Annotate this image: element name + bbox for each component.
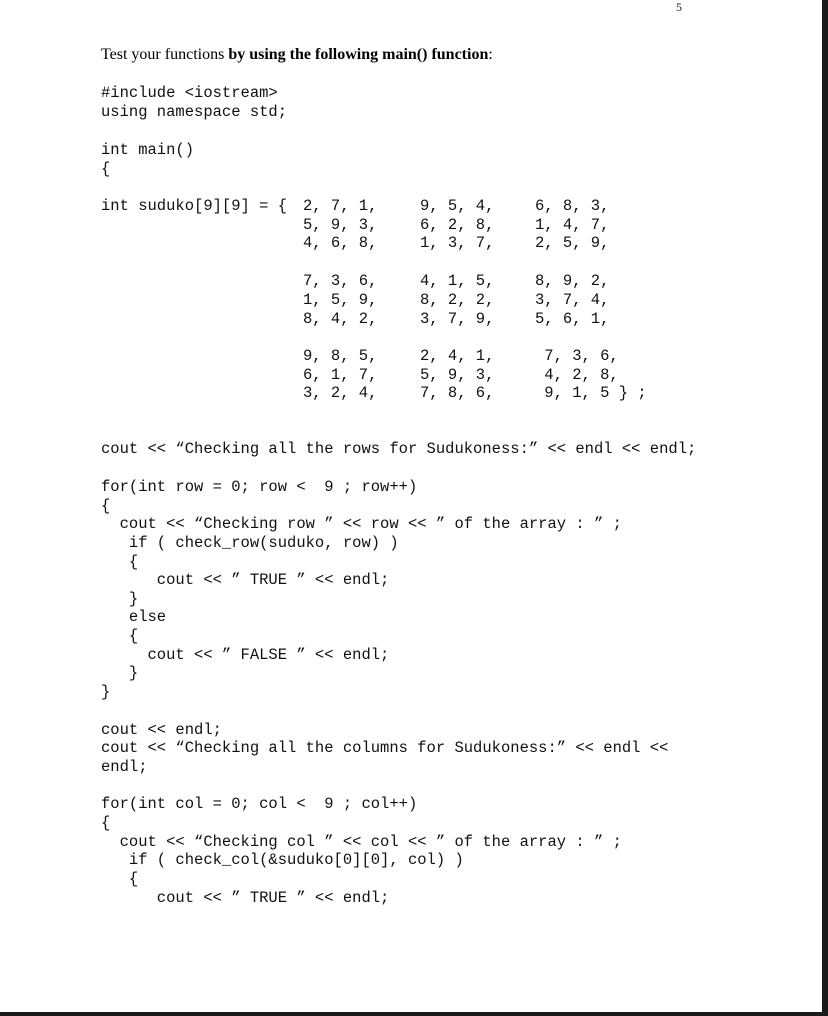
grid-cell: 1, 4, 7, <box>535 216 610 234</box>
grid-cell: 7, 8, 6, <box>420 384 495 402</box>
code-rows-heading: cout << “Checking all the rows for Sudukoness:” << endl << endl; <box>101 440 697 458</box>
code-array-decl: int suduko[9][9] = { <box>101 197 288 215</box>
code-line: cout << “Checking col ” << col << ” of the array : ” ; <box>101 833 622 851</box>
code-main: int main() <box>101 141 195 159</box>
grid-cell: 7, 3, 6, <box>535 347 619 365</box>
grid-cell: 4, 1, 5, <box>420 272 495 290</box>
intro-suffix: : <box>488 46 493 63</box>
code-line: { <box>101 870 139 888</box>
code-line: if ( check_col(&suduko[0][0], col) ) <box>101 851 464 869</box>
code-line: { <box>101 497 111 515</box>
grid-cell: 5, 9, 3, <box>420 366 495 384</box>
grid-cell: 7, 3, 6, <box>303 272 378 290</box>
grid-cell: 2, 4, 1, <box>420 347 495 365</box>
intro-sentence <box>101 46 493 64</box>
code-line: cout << “Checking row ” << row << ” of the array : ” ; <box>101 515 622 533</box>
grid-cell: 1, 3, 7, <box>420 234 495 252</box>
code-endl-2: endl; <box>101 758 148 776</box>
code-include: #include <iostream> <box>101 84 278 102</box>
grid-cell: 6, 8, 3, <box>535 197 610 215</box>
code-cols-heading: cout << “Checking all the columns for Sudukoness:” << endl << <box>101 739 669 757</box>
grid-cell: 8, 9, 2, <box>535 272 610 290</box>
code-line: { <box>101 553 139 571</box>
grid-cell: 5, 9, 3, <box>303 216 378 234</box>
code-line: else <box>101 608 167 626</box>
grid-cell: 4, 2, 8, <box>535 366 619 384</box>
grid-cell: 8, 2, 2, <box>420 291 495 309</box>
code-endl: cout << endl; <box>101 721 222 739</box>
code-line: if ( check_row(suduko, row) ) <box>101 534 399 552</box>
code-line: cout << ” TRUE ” << endl; <box>101 889 390 907</box>
grid-cell: 5, 6, 1, <box>535 310 610 328</box>
code-for-col: for(int col = 0; col < 9 ; col++) <box>101 795 418 813</box>
grid-cell: 8, 4, 2, <box>303 310 378 328</box>
grid-cell: 3, 7, 9, <box>420 310 495 328</box>
grid-cell: 9, 5, 4, <box>420 197 495 215</box>
code-close-brace: } <box>101 683 111 701</box>
page-number: 5 <box>676 0 682 14</box>
grid-cell: 6, 2, 8, <box>420 216 495 234</box>
intro-prefix: Test your functions <box>101 46 229 63</box>
grid-cell: 4, 6, 8, <box>303 234 378 252</box>
grid-cell: 3, 7, 4, <box>535 291 610 309</box>
grid-cell: 9, 8, 5, <box>303 347 378 365</box>
code-open-brace: { <box>101 160 111 178</box>
code-line: } <box>101 664 139 682</box>
grid-cell: 1, 5, 9, <box>303 291 378 309</box>
grid-cell: 3, 2, 4, <box>303 384 378 402</box>
code-line: cout << ” TRUE ” << endl; <box>101 571 390 589</box>
grid-cell: 2, 5, 9, <box>535 234 610 252</box>
code-line: cout << ” FALSE ” << endl; <box>101 646 390 664</box>
code-line: } <box>101 590 139 608</box>
code-for-row: for(int row = 0; row < 9 ; row++) <box>101 478 418 496</box>
grid-cell: 2, 7, 1, <box>303 197 378 215</box>
intro-bold: by using the following main() function <box>228 46 489 63</box>
code-using: using namespace std; <box>101 103 288 121</box>
code-line: { <box>101 814 111 832</box>
grid-cell: 9, 1, 5 } ; <box>535 384 647 402</box>
code-line: { <box>101 627 139 645</box>
grid-cell: 6, 1, 7, <box>303 366 378 384</box>
